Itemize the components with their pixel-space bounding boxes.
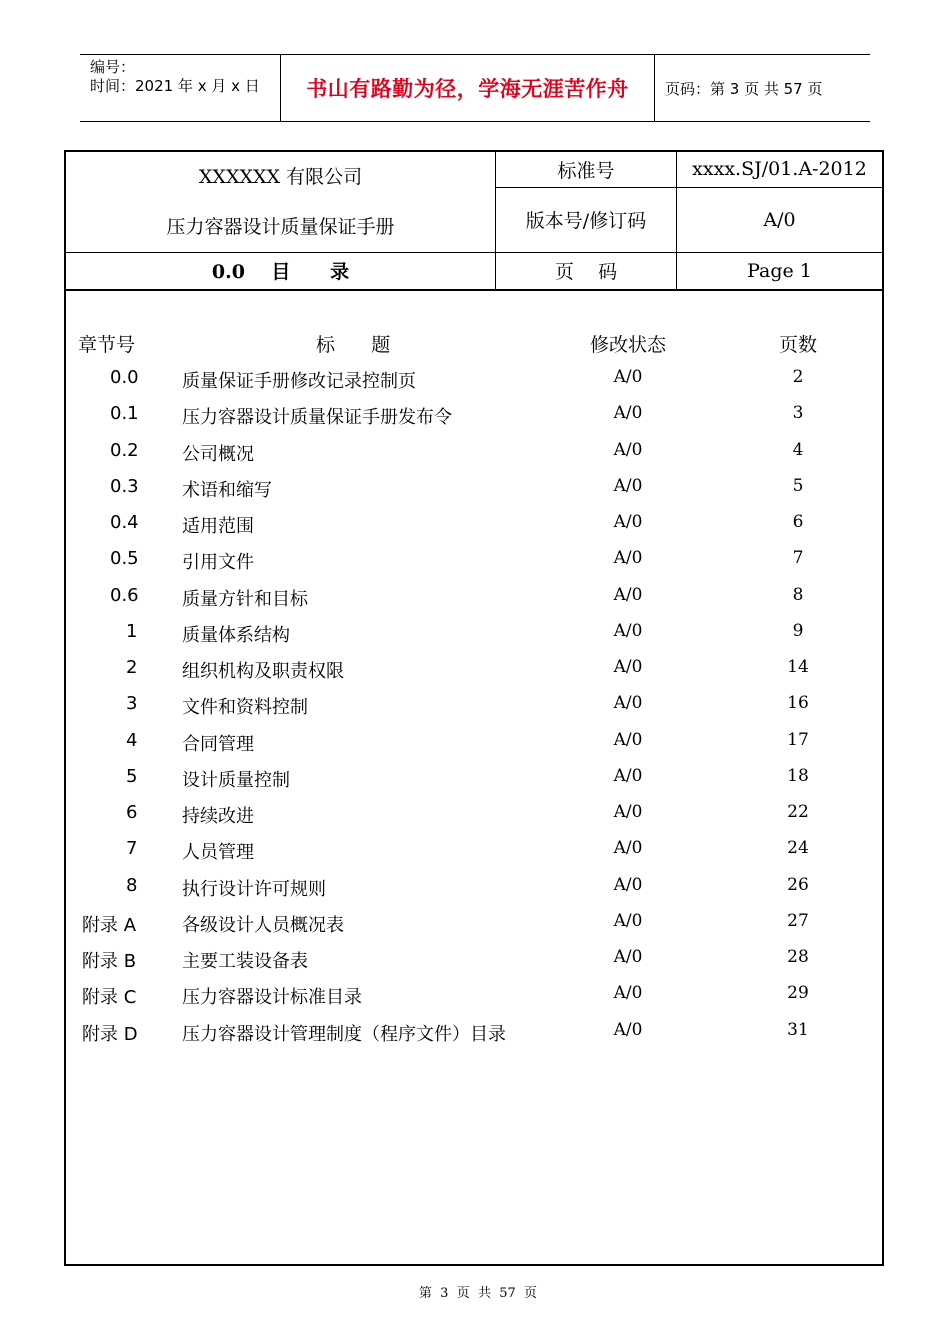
toc-entry-page: 7 <box>792 548 804 569</box>
toc-entry-status: A/0 <box>613 512 643 532</box>
toc-entry-page: 3 <box>792 403 804 424</box>
toc-entry-title: 持续改进 <box>182 806 254 827</box>
toc-section-number: 0.0 <box>110 367 139 388</box>
toc-row <box>0 440 950 476</box>
toc-entry-page: 2 <box>792 367 804 387</box>
toc-entry-title: 压力容器设计管理制度（程序文件）目录 <box>182 1023 506 1045</box>
motto: 书山有路勤为径，学海无涯苦作舟 <box>306 77 629 101</box>
toc-entry-page: 6 <box>792 512 804 532</box>
toc-section-number: 附录 A <box>82 914 137 936</box>
toc-section-number: 0.2 <box>110 439 139 461</box>
toc-entry-status: A/0 <box>613 475 643 496</box>
toc-entry-status: A/0 <box>613 1019 643 1040</box>
toc-section-number: 附录 C <box>82 987 137 1009</box>
toc-row <box>0 657 950 693</box>
toc-entry-page: 17 <box>787 729 809 750</box>
page-label: 页 码 <box>496 253 677 290</box>
toc-entry-page: 29 <box>787 983 809 1004</box>
toc-entry-status: A/0 <box>613 657 643 677</box>
toc-row <box>0 693 950 729</box>
toc-row <box>0 875 950 911</box>
toc-entry-status: A/0 <box>613 983 643 1004</box>
page-footer: 第 3 页 共 57 页 <box>418 1286 538 1301</box>
toc-row <box>0 838 950 874</box>
toc-entry-status: A/0 <box>613 947 643 967</box>
toc-entry-status: A/0 <box>613 838 643 859</box>
number-label: 编号： <box>90 58 136 76</box>
toc-section-number: 2 <box>126 657 138 678</box>
toc-section-number: 1 <box>126 620 138 642</box>
toc-entry-title: 人员管理 <box>182 842 254 864</box>
company-name: XXXXXX 有限公司 <box>198 166 363 188</box>
toc-entry-status: A/0 <box>613 910 643 931</box>
toc-entry-title: 文件和资料控制 <box>182 697 308 719</box>
std-label: 标准号 <box>496 152 677 187</box>
toc-entry-status: A/0 <box>613 367 643 387</box>
toc-entry-status: A/0 <box>613 620 643 641</box>
toc-entry-page: 26 <box>787 874 809 895</box>
toc-section-number: 8 <box>126 874 138 896</box>
toc-entry-page: 4 <box>792 439 804 460</box>
header-meta <box>80 55 281 122</box>
toc-entry-title: 压力容器设计质量保证手册发布令 <box>182 407 452 429</box>
col-title: 标 题 <box>316 334 391 356</box>
toc-entry-status: A/0 <box>613 874 643 895</box>
toc-entry-title: 设计质量控制 <box>182 769 290 791</box>
toc-entry-status: A/0 <box>613 802 643 822</box>
toc-row <box>0 1020 950 1056</box>
toc-row <box>0 802 950 838</box>
toc-row <box>0 621 950 657</box>
toc-entry-title: 主要工装设备表 <box>182 951 308 972</box>
toc-entry-title: 质量方针和目标 <box>182 588 308 610</box>
col-section: 章节号 <box>78 334 136 356</box>
toc-row <box>0 730 950 766</box>
toc-entry-title: 引用文件 <box>182 552 254 574</box>
toc-entry-status: A/0 <box>613 765 643 786</box>
toc-entry-title: 执行设计许可规则 <box>182 878 326 900</box>
toc-section-number: 附录 D <box>82 1023 138 1045</box>
toc-entry-title: 质量保证手册修改记录控制页 <box>182 371 416 392</box>
toc-entry-page: 24 <box>787 838 809 859</box>
toc-row <box>0 548 950 584</box>
toc-row <box>0 947 950 983</box>
toc-entry-status: A/0 <box>613 403 643 424</box>
col-status: 修改状态 <box>590 334 667 356</box>
toc-section-number: 5 <box>126 765 138 787</box>
toc-entry-title: 各级设计人员概况表 <box>182 914 344 936</box>
toc-row <box>0 367 950 403</box>
toc-row <box>0 585 950 621</box>
toc-entry-title: 术语和缩写 <box>182 479 272 501</box>
version-value: A/0 <box>677 187 883 252</box>
toc-section-number: 0.5 <box>110 548 139 570</box>
toc-entry-page: 16 <box>787 693 809 714</box>
toc-section-number: 6 <box>126 802 138 823</box>
toc-row <box>0 766 950 802</box>
header-page-info: 页码：第 3 页 共 57 页 <box>655 55 871 122</box>
company-cell <box>66 152 496 253</box>
toc-entry-title: 组织机构及职责权限 <box>182 661 344 682</box>
toc-section-number: 0.1 <box>110 403 139 425</box>
toc-section-number: 0.4 <box>110 512 139 533</box>
toc-section-number: 附录 B <box>82 951 137 972</box>
toc-entry-title: 质量体系结构 <box>182 624 290 646</box>
toc-entry-page: 5 <box>792 475 804 496</box>
toc-section-number: 3 <box>126 693 138 715</box>
toc-entry-title: 适用范围 <box>182 516 254 537</box>
toc-entry-page: 14 <box>787 657 809 677</box>
toc-entry-page: 22 <box>787 802 809 822</box>
toc-section-number: 4 <box>126 729 138 751</box>
toc-title: 0.0 目 录 <box>66 253 496 290</box>
toc-section-number: 0.3 <box>110 475 139 497</box>
toc-entry-status: A/0 <box>613 439 643 460</box>
toc-entry-page: 9 <box>792 620 804 641</box>
toc-entry-status: A/0 <box>613 584 643 605</box>
toc-entry-page: 18 <box>787 765 809 786</box>
toc-entry-page: 27 <box>787 910 809 931</box>
toc-entry-page: 8 <box>792 584 804 605</box>
toc-entry-status: A/0 <box>613 548 643 569</box>
toc-row <box>0 911 950 947</box>
manual-title: 压力容器设计质量保证手册 <box>166 216 395 238</box>
toc-section-number: 7 <box>126 838 138 860</box>
version-label: 版本号/修订码 <box>496 187 677 252</box>
toc-entry-page: 31 <box>787 1019 809 1040</box>
toc-row <box>0 403 950 439</box>
toc-entry-page: 28 <box>787 947 809 967</box>
toc-entry-status: A/0 <box>613 729 643 750</box>
toc-entry-title: 合同管理 <box>182 733 254 755</box>
title-block <box>66 152 882 291</box>
std-value: xxxx.SJ/01.A-2012 <box>677 152 883 187</box>
toc-entry-title: 公司概况 <box>182 443 254 465</box>
page-header <box>80 54 870 122</box>
toc-row <box>0 476 950 512</box>
col-pages: 页数 <box>779 334 818 356</box>
time-label: 时间：2021 年 x 月 x 日 <box>90 77 260 95</box>
toc-entry-status: A/0 <box>613 693 643 714</box>
header-motto-cell <box>281 55 655 122</box>
toc-row <box>0 983 950 1019</box>
toc-entry-title: 压力容器设计标准目录 <box>182 987 362 1009</box>
toc-row <box>0 512 950 548</box>
toc-section-number: 0.6 <box>110 584 139 606</box>
page-value: Page 1 <box>677 253 883 290</box>
